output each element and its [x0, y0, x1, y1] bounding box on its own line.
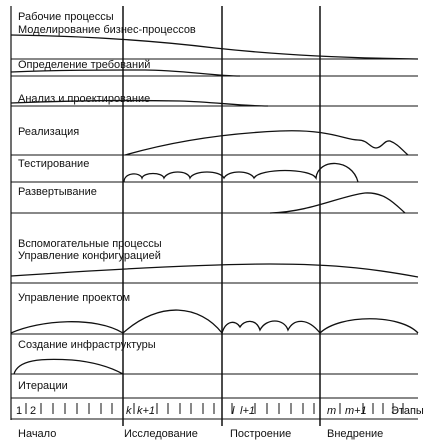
label-environment: Создание инфраструктуры: [18, 339, 156, 351]
curve-configuration-management: [11, 264, 418, 277]
curve-environment: [14, 359, 123, 374]
iteration-label-2: 2: [30, 405, 37, 417]
iteration-label-l: l: [232, 405, 235, 417]
iteration-label-k: k: [126, 405, 132, 417]
iteration-label-m: m: [327, 405, 337, 417]
phase-construction: Построение: [230, 428, 292, 440]
label-business-modeling: Моделирование бизнес-процессов: [18, 24, 196, 36]
iteration-label-1: 1: [16, 405, 23, 417]
heading-supporting-processes: Вспомогательные процессы: [18, 238, 162, 250]
label-requirements: Определение требований: [18, 59, 151, 71]
phase-elaboration: Исследование: [124, 428, 198, 440]
curve-testing: [124, 163, 358, 182]
label-analysis-design: Анализ и проектирование: [18, 93, 151, 105]
iteration-label-k-plus-1: k+1: [137, 405, 156, 417]
label-iterations: Итерации: [18, 380, 68, 392]
iteration-label-l-plus-1: l+1: [240, 405, 255, 417]
label-testing: Тестирование: [18, 158, 90, 170]
curve-project-management: [11, 310, 418, 333]
iteration-label-m-plus-1: m+1: [345, 405, 367, 417]
label-implementation: Реализация: [18, 126, 80, 138]
curve-deployment: [270, 193, 405, 213]
curve-implementation: [125, 131, 408, 155]
label-project-management: Управление проектом: [18, 292, 131, 304]
label-configuration-management: Управление конфигурацией: [18, 250, 161, 262]
curve-business-modeling: [11, 35, 418, 59]
phase-inception: Начало: [18, 428, 57, 440]
label-deployment: Развертывание: [18, 186, 97, 198]
heading-work-processes: Рабочие процессы: [18, 11, 114, 23]
phase-transition: Внедрение: [327, 428, 384, 440]
stages-label: Этапы: [391, 405, 424, 417]
